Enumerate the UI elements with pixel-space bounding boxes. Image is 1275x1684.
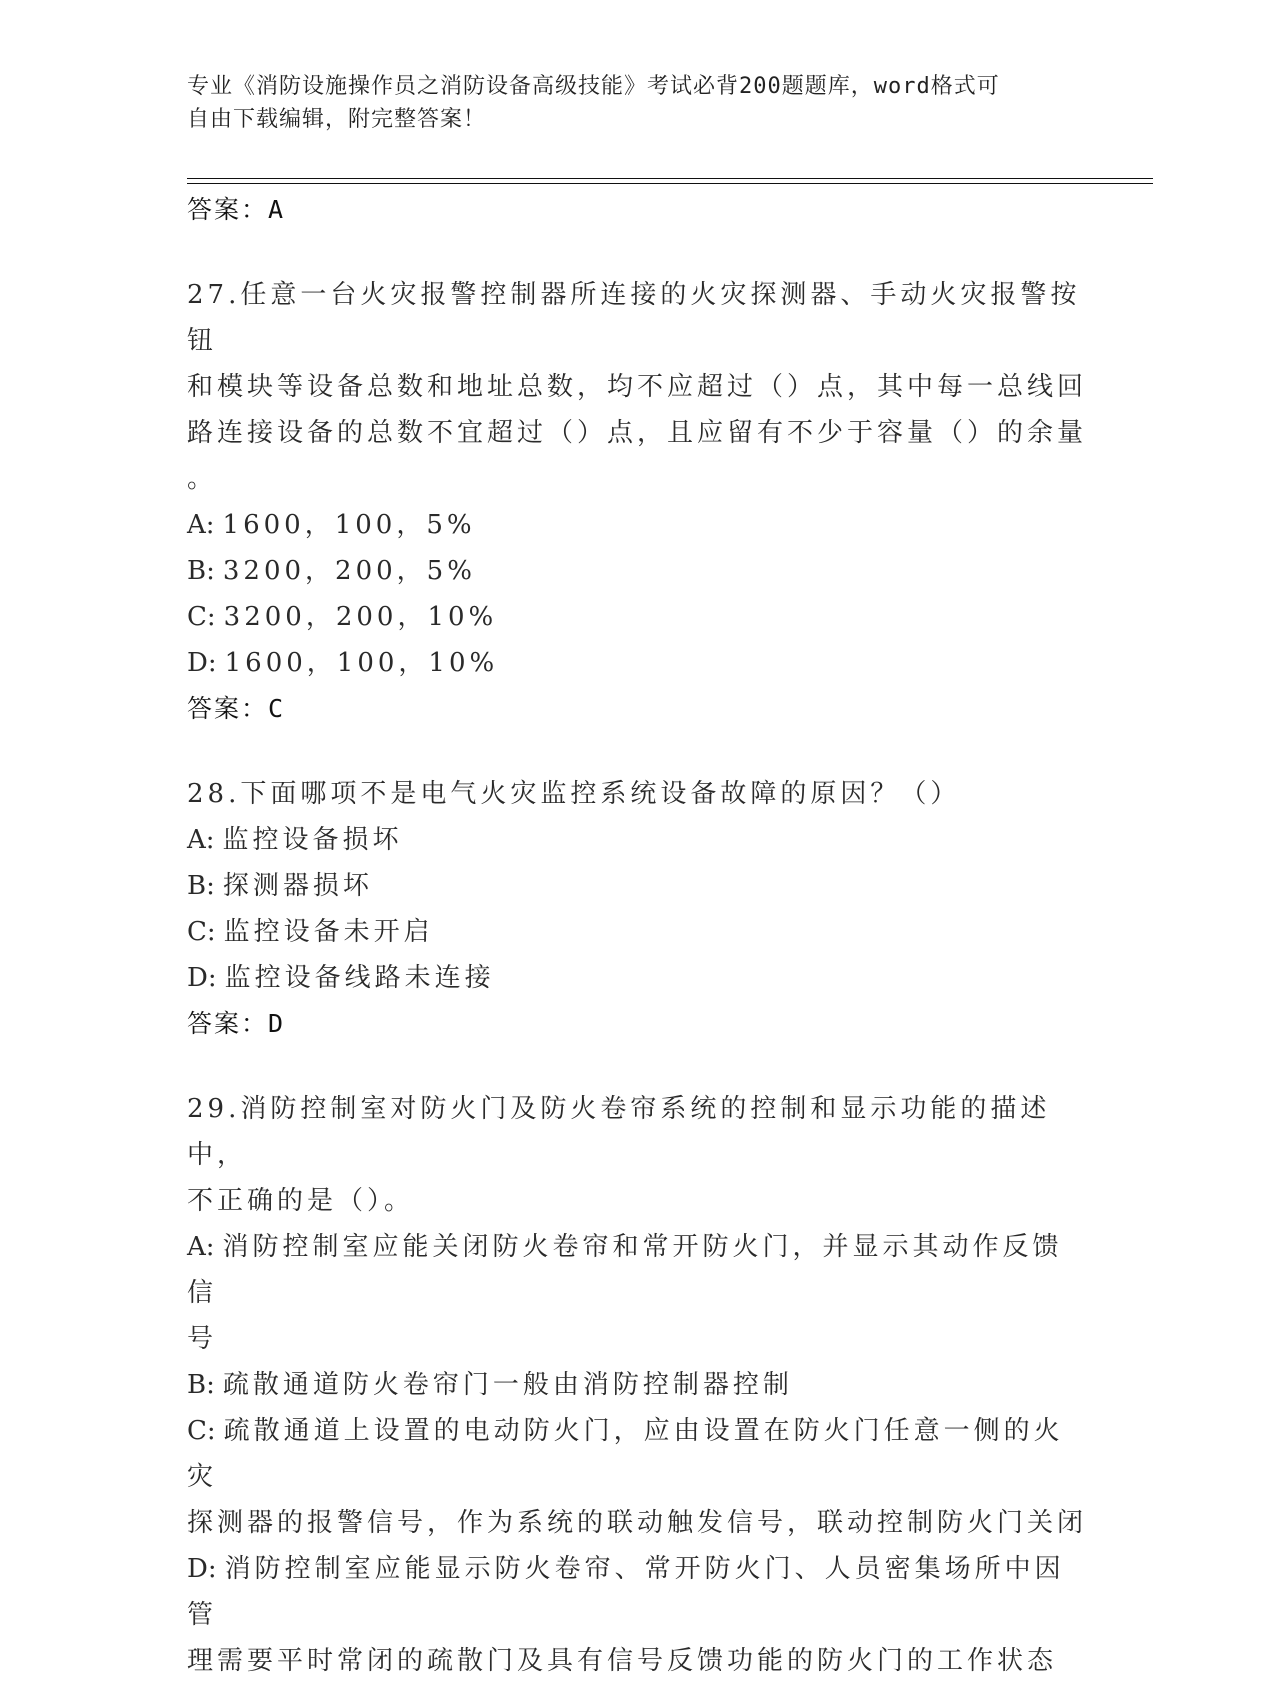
option-text: 消防控制室应能显示防火卷帘、常开防火门、人员密集场所中因管 (187, 1554, 1065, 1630)
option-label: A: (187, 1232, 215, 1262)
question-text-line: 27.任意一台火灾报警控制器所连接的火灾探测器、手动火灾报警按钮 (187, 280, 1081, 356)
answer-label: 答案： (187, 694, 269, 723)
question-block (187, 771, 1087, 1047)
question-content (187, 187, 1087, 1684)
spacer (187, 732, 1087, 771)
question-text-line: 28.下面哪项不是电气火灾监控系统设备故障的原因？（） (187, 779, 961, 809)
spacer (187, 1047, 1087, 1086)
question-text-line: 不正确的是（）。 (187, 1186, 415, 1216)
option-label: B: (187, 1370, 215, 1400)
option-text: 监控设备线路未连接 (224, 963, 495, 993)
option-label: A: (187, 510, 215, 540)
option-text: 疏散通道防火卷帘门一般由消防控制器控制 (222, 1370, 793, 1400)
header-rule-bottom (187, 183, 1153, 184)
question-block (187, 1086, 1087, 1684)
option-text: 3200，200，10% (223, 602, 498, 632)
answer-value: C (268, 694, 284, 723)
answer-label: 答案： (187, 195, 269, 224)
spacer (187, 233, 1087, 272)
option-label: B: (187, 556, 215, 586)
header-line-2: 自由下载编辑，附完整答案！ (187, 107, 487, 132)
option-a-continuation: 号 (187, 1324, 218, 1354)
option-label: C: (187, 917, 216, 947)
document-header (187, 70, 1067, 136)
option-label: C: (187, 1416, 216, 1446)
option-label: D: (187, 648, 217, 678)
option-d (187, 1546, 1087, 1638)
option-text: 监控设备损坏 (222, 825, 403, 855)
option-text: 消防控制室应能关闭防火卷帘和常开防火门，并显示其动作反馈信 (187, 1232, 1063, 1308)
option-c-continuation: 探测器的报警信号，作为系统的联动触发信号，联动控制防火门关闭 (187, 1508, 1088, 1538)
option-b (187, 863, 1087, 909)
option-label: D: (187, 1554, 217, 1584)
option-label: B: (187, 871, 215, 901)
option-label: C: (187, 602, 216, 632)
option-d (187, 640, 1087, 686)
option-text: 疏散通道上设置的电动防火门，应由设置在防火门任意一侧的火灾 (187, 1416, 1064, 1492)
option-b (187, 1362, 1087, 1408)
option-label: A: (187, 825, 215, 855)
question-block (187, 272, 1087, 732)
answer-value: A (268, 195, 284, 224)
option-text: 3200，200，5% (222, 556, 476, 586)
question-text-line: 29.消防控制室对防火门及防火卷帘系统的控制和显示功能的描述中， (187, 1094, 1051, 1170)
answer-value: D (268, 1009, 284, 1038)
answer-line (187, 187, 1087, 233)
answer-line (187, 1001, 1087, 1047)
answer-label: 答案： (187, 1009, 269, 1038)
option-d (187, 955, 1087, 1001)
option-a (187, 502, 1087, 548)
question-text-line: 路连接设备的总数不宜超过（）点，且应留有不少于容量（）的余量 (187, 418, 1088, 448)
option-text: 1600，100，10% (224, 648, 499, 678)
option-b (187, 548, 1087, 594)
header-line-1: 专业《消防设施操作员之消防设备高级技能》考试必背200题题库，word格式可 (187, 74, 1000, 99)
question-text-line: 和模块等设备总数和地址总数，均不应超过（）点，其中每一总线回 (187, 372, 1088, 402)
option-c (187, 909, 1087, 955)
option-text: 1600，100，5% (222, 510, 476, 540)
option-c (187, 1408, 1087, 1500)
question-text-line: 。 (187, 464, 218, 494)
answer-line (187, 686, 1087, 732)
option-a (187, 817, 1087, 863)
option-a (187, 1224, 1087, 1316)
option-text: 探测器损坏 (222, 871, 373, 901)
option-c (187, 594, 1087, 640)
header-rule-top (187, 178, 1153, 179)
option-text: 监控设备未开启 (223, 917, 434, 947)
option-label: D: (187, 963, 217, 993)
option-d-continuation: 理需要平时常闭的疏散门及具有信号反馈功能的防火门的工作状态 (187, 1646, 1058, 1676)
